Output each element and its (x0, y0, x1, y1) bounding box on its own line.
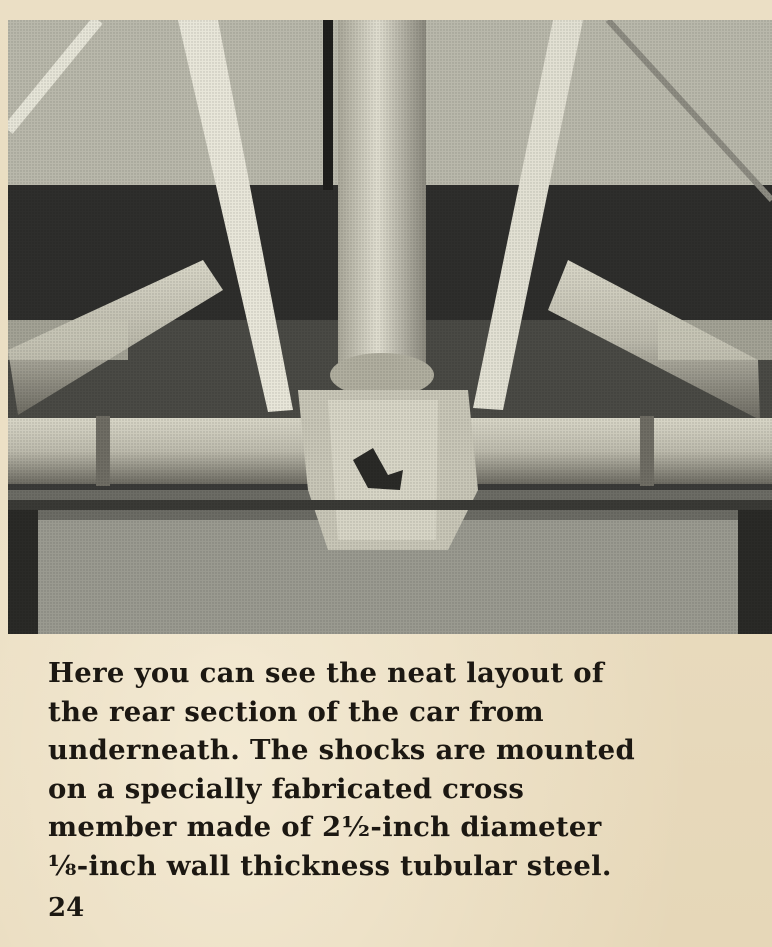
page-number: 24 (48, 893, 85, 923)
caption-line: on a specially fabricated cross (48, 772, 525, 805)
photo-caption (48, 654, 748, 885)
undercarriage-photo (8, 20, 772, 634)
caption-line: Here you can see the neat layout of (48, 657, 604, 689)
caption-line: underneath. The shocks are mounted (48, 734, 635, 766)
caption-line: ⅛-inch wall thickness tubular steel. (48, 849, 612, 882)
caption-line: member made of 2½-inch diameter (48, 811, 602, 843)
caption-line: the rear section of the car from (48, 695, 544, 728)
undercarriage-photo-drawing (8, 20, 772, 634)
